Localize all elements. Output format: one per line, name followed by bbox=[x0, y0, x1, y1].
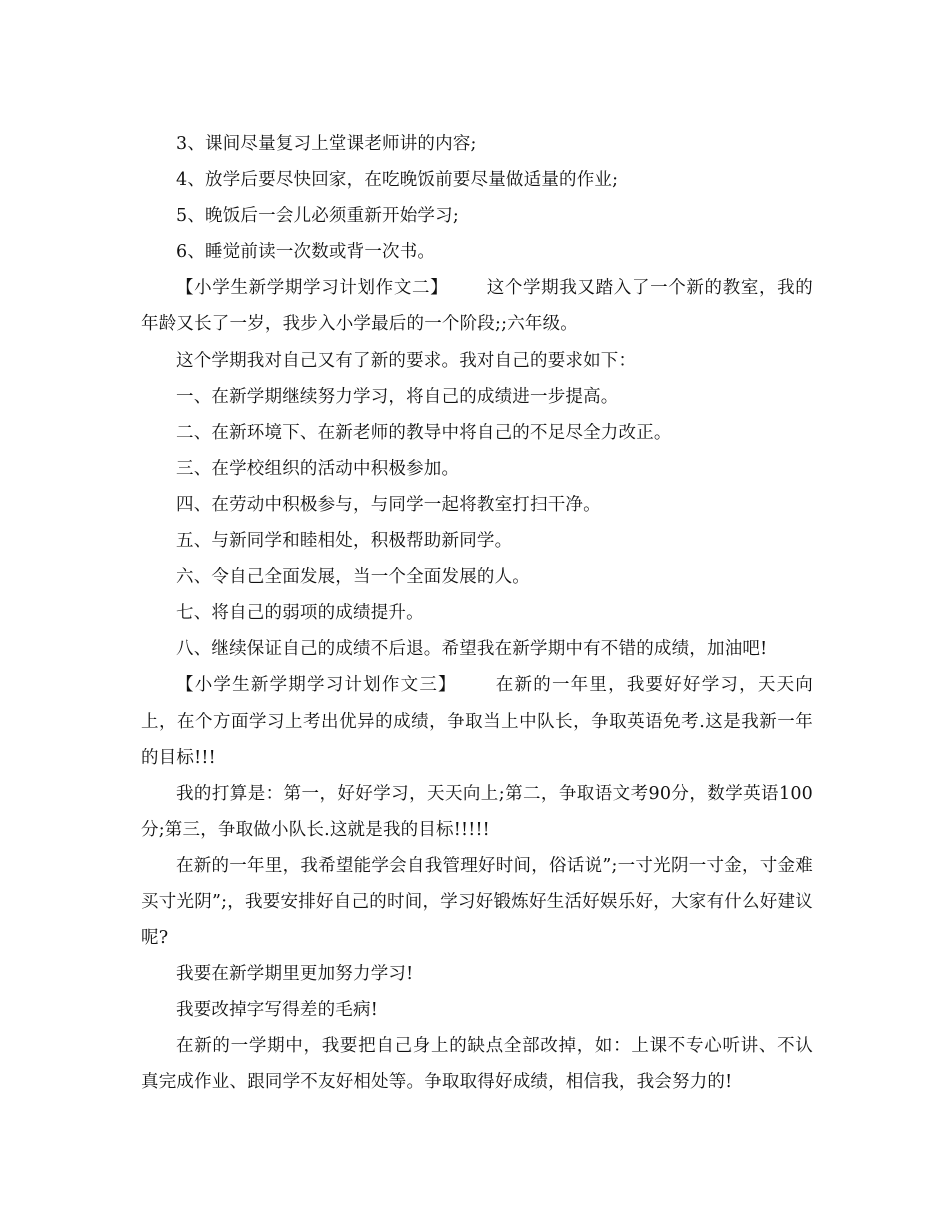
closing-paragraph bbox=[141, 1028, 813, 1100]
paragraph-text: 五、与新同学和睦相处，积极帮助新同学。 bbox=[176, 531, 513, 552]
paragraph-text: 4、放学后要尽快回家，在吃晚饭前要尽量做适量的作业; bbox=[176, 170, 619, 191]
essay-three-intro bbox=[141, 667, 813, 775]
essay-two-intro bbox=[141, 270, 813, 342]
section-heading-essay-two: 【小学生新学期学习计划作文二】 bbox=[176, 278, 449, 299]
requirement-item-5 bbox=[141, 523, 813, 559]
requirement-item-3 bbox=[141, 451, 813, 487]
paragraph-text: 在新的一年里，我希望能学会自我管理好时间，俗话说”;一寸光阴一寸金，寸金难买寸光阴”;，我要安排好自己的时间，学习好锻炼好生活好娱乐好，大家有什么好建议呢? bbox=[141, 855, 813, 949]
paragraph-text: 我要改掉字写得差的毛病! bbox=[176, 1000, 378, 1021]
requirement-item-7 bbox=[141, 595, 813, 631]
requirement-item-1 bbox=[141, 379, 813, 415]
paragraph-text: 一、在新学期继续努力学习，将自己的成绩进一步提高。 bbox=[176, 386, 619, 407]
paragraph-text: 在新的一年里，我要好好学习，天天向上，在个方面学习上考出优异的成绩，争取当上中队长，争取英语免考.这是我新一年的目标!!! bbox=[141, 675, 813, 768]
requirement-item-6 bbox=[141, 559, 813, 595]
paragraph-text: 我要在新学期里更加努力学习! bbox=[176, 964, 414, 985]
paragraph-text: 六、令自己全面发展，当一个全面发展的人。 bbox=[176, 567, 530, 588]
plan-paragraph bbox=[141, 776, 813, 848]
requirement-item-2 bbox=[141, 415, 813, 451]
resolution-study bbox=[141, 956, 813, 992]
section-heading-essay-three: 【小学生新学期学习计划作文三】 bbox=[176, 675, 457, 696]
requirements-intro bbox=[141, 343, 813, 379]
requirement-item-4 bbox=[141, 487, 813, 523]
requirement-item-8 bbox=[141, 631, 813, 667]
paragraph-text: 6、睡觉前读一次数或背一次书。 bbox=[176, 242, 436, 263]
paragraph-tip-5 bbox=[141, 198, 813, 234]
paragraph-text: 5、晚饭后一会儿必须重新开始学习; bbox=[176, 206, 459, 227]
paragraph-tip-4 bbox=[141, 162, 813, 198]
paragraph-text: 在新的一学期中，我要把自己身上的缺点全部改掉，如：上课不专心听讲、不认真完成作业、跟同学不友好相处等。争取取得好成绩，相信我，我会努力的! bbox=[141, 1036, 813, 1093]
paragraph-tip-6 bbox=[141, 234, 813, 270]
document-page bbox=[141, 126, 813, 1101]
paragraph-text: 三、在学校组织的活动中积极参加。 bbox=[176, 458, 460, 479]
resolution-handwriting bbox=[141, 992, 813, 1028]
paragraph-text: 四、在劳动中积极参与，与同学一起将教室打扫干净。 bbox=[176, 494, 601, 515]
paragraph-text: 八、继续保证自己的成绩不后退。希望我在新学期中有不错的成绩，加油吧! bbox=[176, 639, 768, 660]
time-management-paragraph bbox=[141, 848, 813, 956]
paragraph-text: 3、课间尽量复习上堂课老师讲的内容; bbox=[176, 134, 477, 154]
paragraph-text: 二、在新环境下、在新老师的教导中将自己的不足尽全力改正。 bbox=[176, 422, 672, 443]
paragraph-text: 我的打算是：第一，好好学习，天天向上;第二，争取语文考90分，数学英语100分;第三，争取做小队长.这就是我的目标!!!!! bbox=[141, 783, 813, 840]
paragraph-text: 这个学期我对自己又有了新的要求。我对自己的要求如下： bbox=[176, 350, 637, 371]
paragraph-text: 这个学期我又踏入了一个新的教室，我的年龄又长了一岁，我步入小学最后的一个阶段;;六年级。 bbox=[141, 278, 814, 335]
paragraph-text: 七、将自己的弱项的成绩提升。 bbox=[176, 603, 424, 624]
paragraph-tip-3 bbox=[141, 126, 813, 162]
